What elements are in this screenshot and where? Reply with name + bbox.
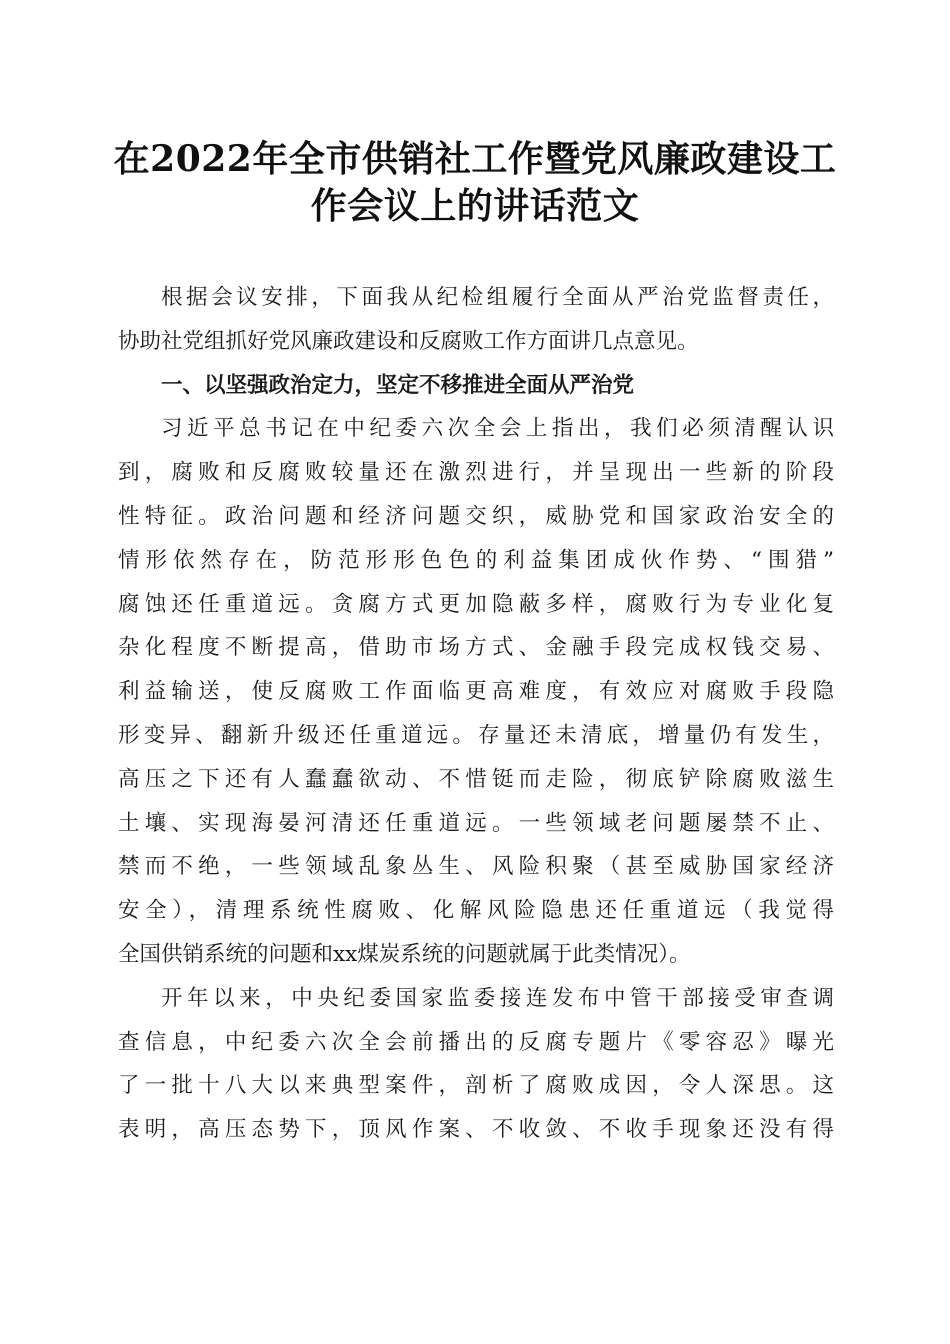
body-paragraph (118, 407, 834, 976)
text-line: 协助社党组抓好党风廉政建设和反腐败工作方面讲几点意见。 (118, 328, 699, 354)
text-line: 查信息，中纪委六次全会前播出的反腐专题片《零容忍》曝光 (118, 1029, 834, 1055)
document-title (100, 136, 850, 230)
intro-paragraph (118, 276, 834, 364)
text-line: 全国供销系统的问题和xx煤炭系统的问题就属于此类情况）。 (118, 941, 691, 967)
text-line: 情形依然存在，防范形形色色的利益集团成伙作势、“围猎” (118, 547, 834, 573)
text-line: 利益输送，使反腐败工作面临更高难度，有效应对腐败手段隐 (118, 679, 834, 705)
text-line: 安全），清理系统性腐败、化解风险隐患还任重道远（我觉得 (118, 898, 834, 924)
text-line: 习近平总书记在中纪委六次全会上指出，我们必须清醒认识 (161, 416, 834, 442)
title-line: 作会议上的讲话范文 (310, 185, 640, 227)
section-heading: 一、以坚强政治定力，坚定不移推进全面从严治党 (161, 372, 635, 398)
document-body (118, 276, 834, 1152)
text-line: 禁而不绝，一些领域乱象丛生、风险积聚（甚至威胁国家经济 (118, 854, 834, 880)
text-line: 土壤、实现海晏河清还任重道远。一些领域老问题屡禁不止、 (118, 810, 834, 836)
text-line: 开年以来，中央纪委国家监委接连发布中管干部接受审查调 (161, 985, 834, 1011)
text-line: 腐蚀还任重道远。贪腐方式更加隐蔽多样，腐败行为专业化复 (118, 591, 834, 617)
text-line: 到，腐败和反腐败较量还在激烈进行，并呈现出一些新的阶段 (118, 460, 834, 486)
text-line: 根据会议安排，下面我从纪检组履行全面从严治党监督责任， (161, 285, 834, 310)
body-paragraph (118, 977, 834, 1152)
text-line: 性特征。政治问题和经济问题交织，威胁党和国家政治安全的 (118, 503, 834, 529)
text-line: 了一批十八大以来典型案件，剖析了腐败成因，令人深思。这 (118, 1073, 834, 1099)
text-line: 形变异、翻新升级还任重道远。存量还未清底，增量仍有发生， (118, 722, 834, 748)
text-line: 高压之下还有人蠢蠢欲动、不惜铤而走险，彻底铲除腐败滋生 (118, 766, 834, 792)
text-line: 表明，高压态势下，顶风作案、不收敛、不收手现象还没有得 (118, 1117, 834, 1143)
title-line: 在2022年全市供销社工作暨党风廉政建设工 (113, 138, 837, 180)
text-line: 杂化程度不断提高，借助市场方式、金融手段完成权钱交易、 (118, 635, 834, 661)
